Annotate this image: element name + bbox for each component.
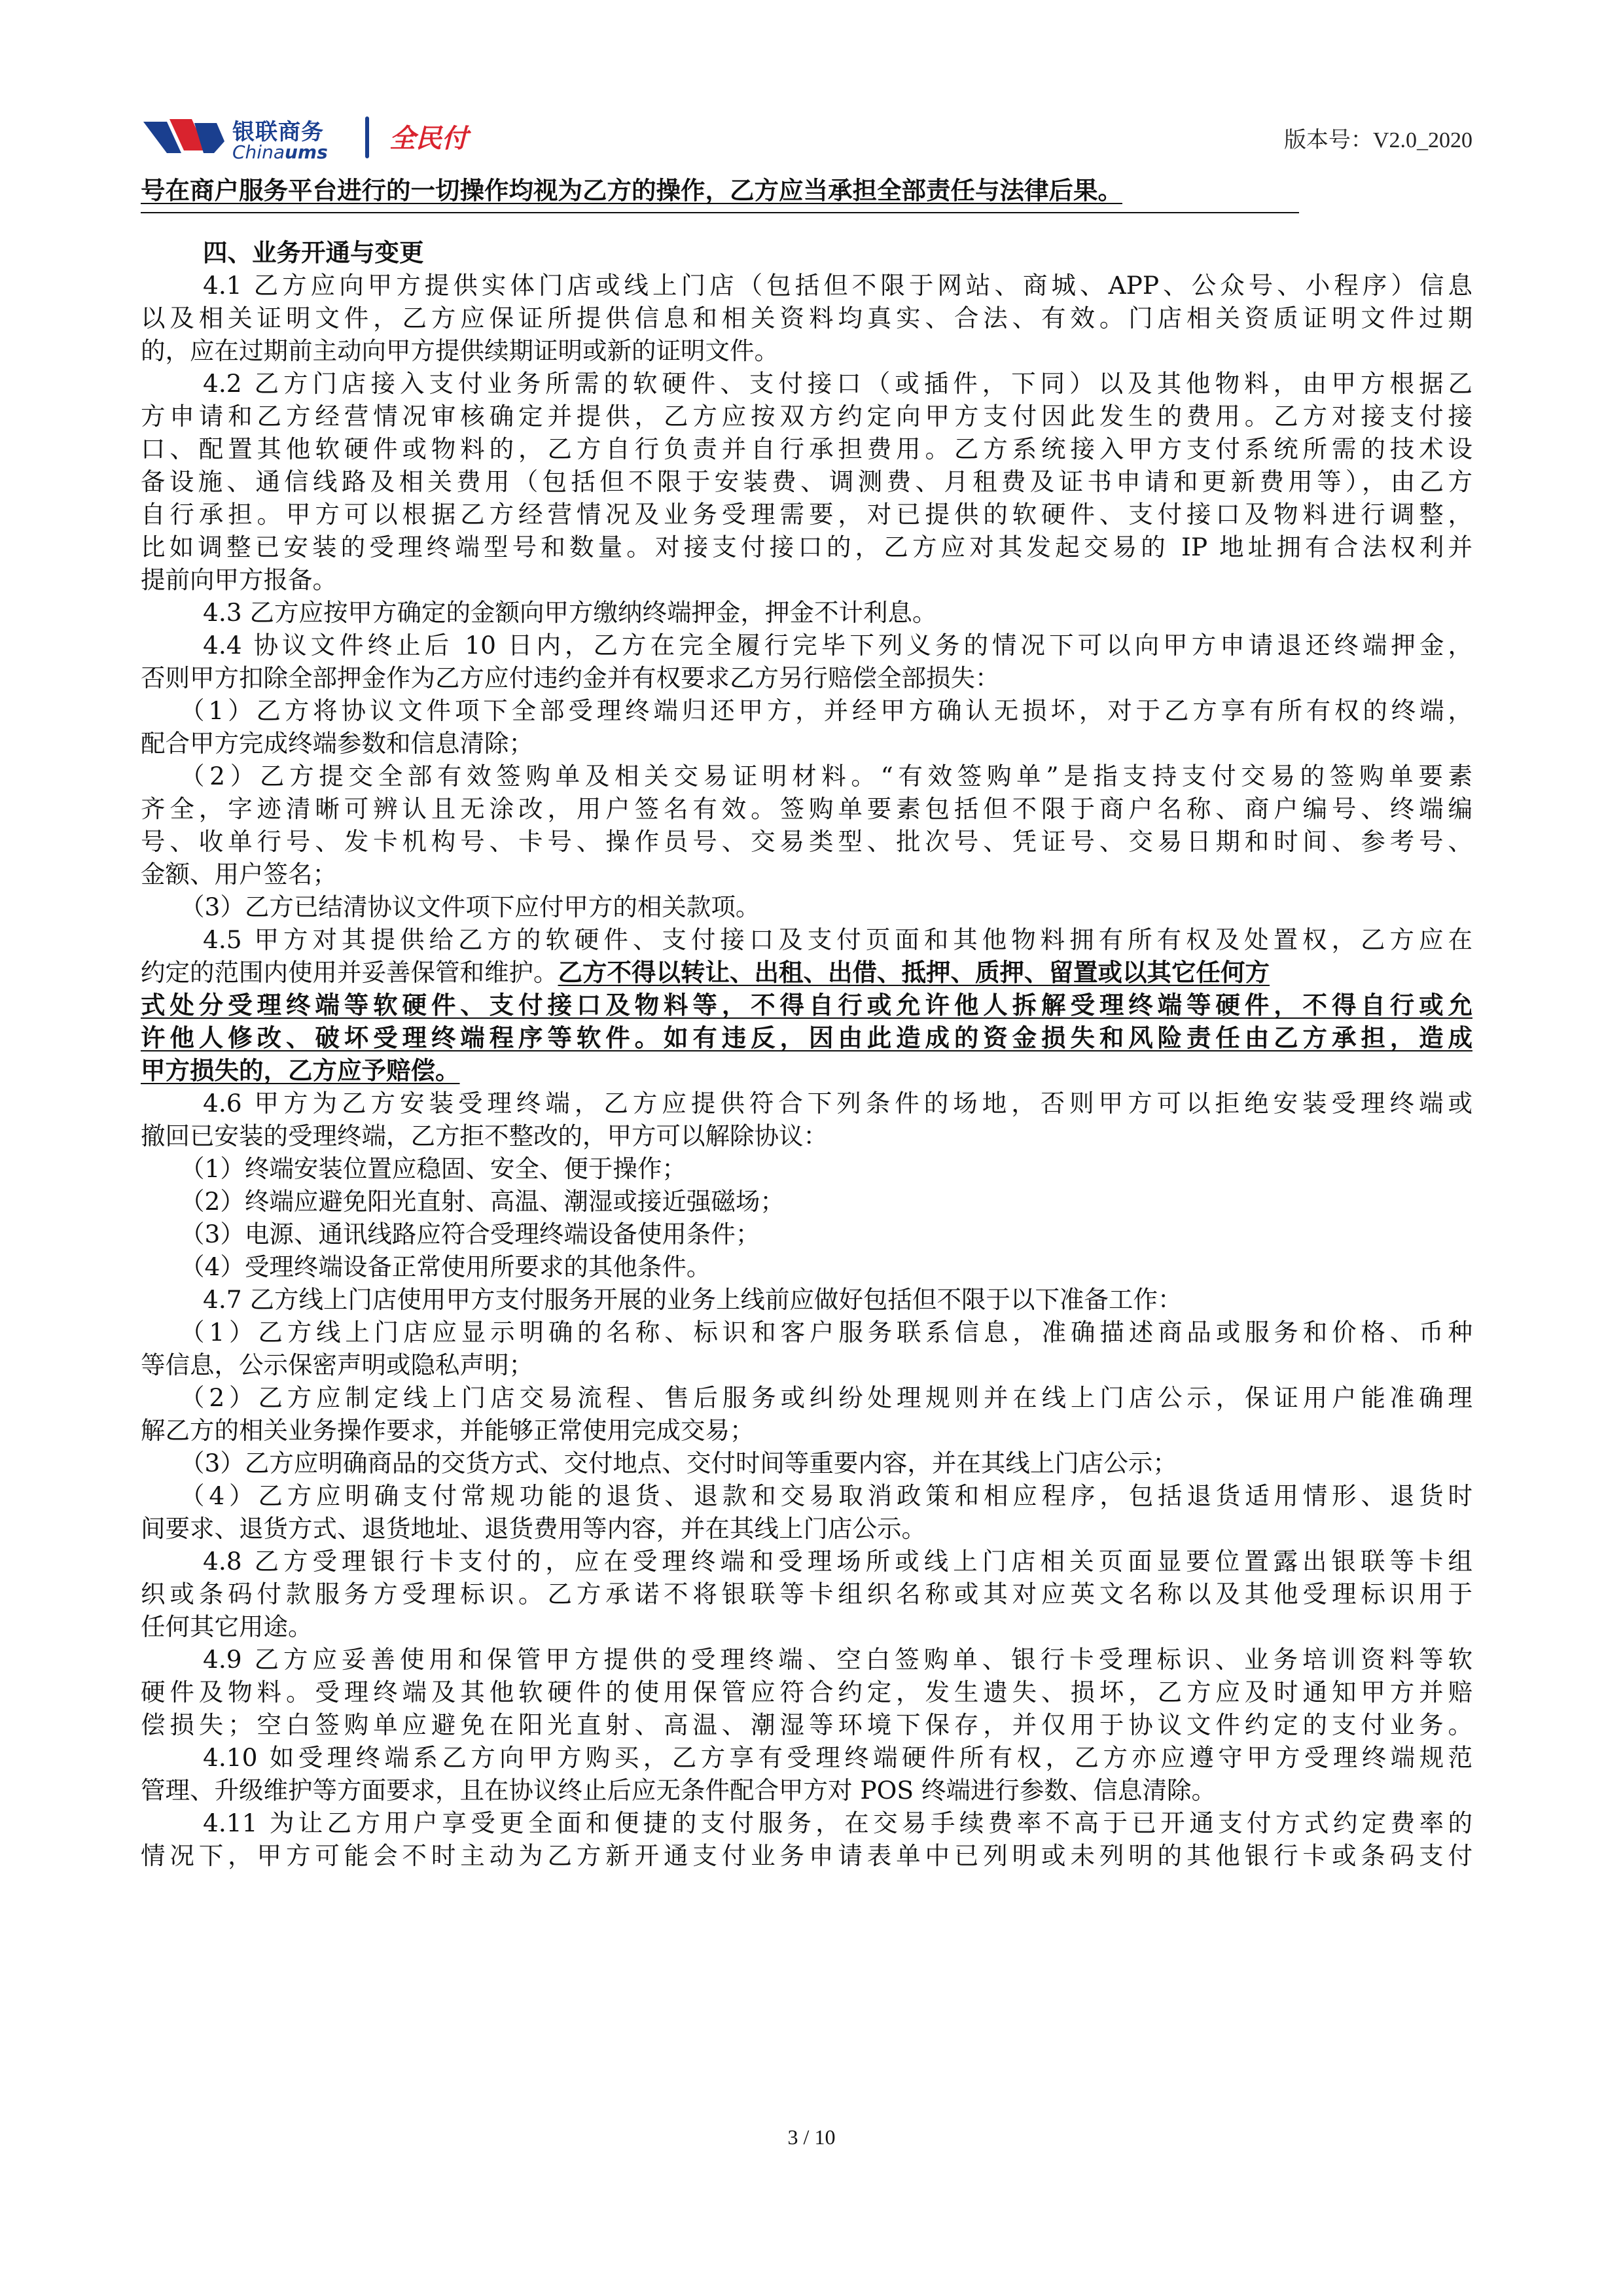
text-line: 配合甲方完成终端参数和信息清除；: [141, 729, 533, 758]
text-line: （2）终端应避免阳光直射、高温、潮湿或接近强磁场；: [180, 1187, 785, 1216]
version-number: 版本号：V2.0_2020: [1283, 128, 1472, 152]
text-line: 4.1 乙方应向甲方提供实体门店或线上门店（包括但不限于网站、商城、APP、公众号、小程序）信息: [203, 271, 1472, 300]
text-line: 偿损失；空白签购单应避免在阳光直射、高温、潮湿等环境下保存，并仅用于协议文件约定的支付业务。: [141, 1710, 1472, 1739]
unionpay-mark-icon: [141, 113, 226, 165]
text-line: 织或条码付款服务方受理标识。乙方承诺不将银联等卡组织名称或其对应英文名称以及其他受理标识用于: [141, 1580, 1472, 1608]
text-line: 的，应在过期前主动向甲方提供续期证明或新的证明文件。: [141, 336, 779, 365]
text-line: 解乙方的相关业务操作要求，并能够正常使用完成交易；: [141, 1416, 755, 1445]
text-line: （3）乙方应明确商品的交货方式、交付地点、交付时间等重要内容，并在其线上门店公示；: [180, 1449, 1177, 1477]
text-line: 4.11 为让乙方用户享受更全面和便捷的支付服务，在交易手续费率不高于已开通支付方式约定费率的: [203, 1809, 1472, 1837]
text-line: 约定的范围内使用并妥善保管和维护。乙方不得以转让、出租、出借、抵押、质押、留置或以其它任何方: [141, 958, 1270, 987]
logo-english-text: Chinaums: [232, 141, 328, 163]
underline-rule: [141, 212, 1299, 213]
text-line: 提前向甲方报备。: [141, 565, 337, 594]
text-line: 否则甲方扣除全部押金作为乙方应付违约金并有权要求乙方另行赔偿全部损失：: [141, 663, 1000, 692]
text-line: 任何其它用途。: [141, 1612, 313, 1641]
text-line: 齐全，字迹清晰可辨认且无涂改，用户签名有效。签购单要素包括但不限于商户名称、商户编号、终端编: [141, 794, 1472, 823]
bold-text-line: 许他人修改、破坏受理终端程序等软件。如有违反，因由此造成的资金损失和风险责任由乙方承担，造成: [141, 1023, 1472, 1052]
text-line: 4.8 乙方受理银行卡支付的，应在受理终端和受理场所或线上门店相关页面显要位置露出银联等卡组: [203, 1547, 1472, 1576]
text-line: （4）乙方应明确支付常规功能的退货、退款和交易取消政策和相应程序，包括退货适用情形、退货时: [180, 1481, 1472, 1510]
text-line: 4.3 乙方应按甲方确定的金额向甲方缴纳终端押金，押金不计利息。: [203, 598, 937, 627]
text-line: 4.2 乙方门店接入支付业务所需的软硬件、支付接口（或插件，下同）以及其他物料，由甲方根据乙: [203, 369, 1472, 398]
text-line: 情况下，甲方可能会不时主动为乙方新开通支付业务申请表单中已列明或未列明的其他银行卡或条码支付: [141, 1841, 1472, 1870]
text-line: 金额、用户签名；: [141, 860, 337, 889]
text-line: 自行承担。甲方可以根据乙方经营情况及业务受理需要，对已提供的软硬件、支付接口及物料进行调整，: [141, 500, 1472, 529]
text-line: 4.7 乙方线上门店使用甲方支付服务开展的业务上线前应做好包括但不限于以下准备工作：: [203, 1285, 1183, 1314]
text-line: 撤回已安装的受理终端，乙方拒不整改的，甲方可以解除协议：: [141, 1122, 828, 1150]
text-line: 方申请和乙方经营情况审核确定并提供，乙方应按双方约定向甲方支付因此发生的费用。乙方对接支付接: [141, 402, 1472, 431]
text-line: 4.9 乙方应妥善使用和保管甲方提供的受理终端、空白签购单、银行卡受理标识、业务培训资料等软: [203, 1645, 1472, 1674]
text-line: （2）乙方应制定线上门店交易流程、售后服务或纠纷处理规则并在线上门店公示，保证用户能准确理: [180, 1383, 1472, 1412]
text-line: （3）电源、通讯线路应符合受理终端设备使用条件；: [180, 1220, 760, 1248]
text-line: 比如调整已安装的受理终端型号和数量。对接支付接口的，乙方应对其发起交易的 IP 地址拥有合法权利并: [141, 533, 1472, 561]
text-line: 等信息，公示保密声明或隐私声明；: [141, 1351, 533, 1379]
chinaums-logo: [141, 113, 533, 165]
bold-text-line: 式处分受理终端等软硬件、支付接口及物料等，不得自行或允许他人拆解受理终端等硬件，不得自行或允: [141, 991, 1472, 1019]
quanminfu-logo: 全民付: [389, 124, 468, 154]
text-line: 4.5 甲方对其提供给乙方的软硬件、支付接口及支付页面和其他物料拥有所有权及处置权，乙方应在: [203, 925, 1472, 954]
text-line: 4.10 如受理终端系乙方向甲方购买，乙方享有受理终端硬件所有权，乙方亦应遵守甲方受理终端规范: [203, 1743, 1472, 1772]
page-header: [141, 113, 1472, 165]
section-heading: 四、业务开通与变更: [203, 238, 424, 267]
logo-separator: [365, 116, 369, 158]
text-line: 硬件及物料。受理终端及其他软硬件的使用保管应符合约定，发生遗失、损坏，乙方应及时通知甲方并赔: [141, 1678, 1472, 1706]
text-line: 4.4 协议文件终止后 10 日内，乙方在完全履行完毕下列义务的情况下可以向甲方申请退还终端押金，: [203, 631, 1472, 660]
text-line: 以及相关证明文件，乙方应保证所提供信息和相关资料均真实、合法、有效。门店相关资质证明文件过期: [141, 304, 1472, 332]
text-line: 间要求、退货方式、退货地址、退货费用等内容，并在其线上门店公示。: [141, 1514, 926, 1543]
text-line: （1）乙方将协议文件项下全部受理终端归还甲方，并经甲方确认无损坏，对于乙方享有所有权的终端，: [180, 696, 1472, 725]
bold-clause: 乙方不得以转让、出租、出借、抵押、质押、留置或以其它任何方: [558, 958, 1270, 987]
bold-text-line: 甲方损失的，乙方应予赔偿。: [141, 1056, 460, 1085]
text-line: 4.6 甲方为乙方安装受理终端，乙方应提供符合下列条件的场地，否则甲方可以拒绝安装受理终端或: [203, 1089, 1472, 1118]
text-line: （1）乙方线上门店应显示明确的名称、标识和客户服务联系信息，准确描述商品或服务和价格、币种: [180, 1318, 1472, 1347]
text-line: 口、配置其他软硬件或物料的，乙方自行负责并自行承担费用。乙方系统接入甲方支付系统所需的技术设: [141, 434, 1472, 463]
text-line: 备设施、通信线路及相关费用（包括但不限于安装费、调测费、月租费及证书申请和更新费用等），由乙方: [141, 467, 1472, 496]
page-number: 3 / 10: [787, 2125, 836, 2149]
logo-chinese-text: 银联商务: [232, 119, 324, 145]
text-line: （4）受理终端设备正常使用所要求的其他条件。: [180, 1252, 711, 1281]
text-line: （3）乙方已结清协议文件项下应付甲方的相关款项。: [180, 892, 760, 921]
text-line: （2）乙方提交全部有效签购单及相关交易证明材料。“有效签购单”是指支持支付交易的签购单要素: [180, 762, 1472, 790]
text-line: 号、收单行号、发卡机构号、卡号、操作员号、交易类型、批次号、凭证号、交易日期和时间、参考号、: [141, 827, 1472, 856]
text-line: （1）终端安装位置应稳固、安全、便于操作；: [180, 1154, 687, 1183]
text-line: 管理、升级维护等方面要求，且在协议终止后应无条件配合甲方对 POS 终端进行参数、信息清除。: [141, 1776, 1217, 1805]
text-line: 号在商户服务平台进行的一切操作均视为乙方的操作，乙方应当承担全部责任与法律后果。: [141, 176, 1122, 205]
